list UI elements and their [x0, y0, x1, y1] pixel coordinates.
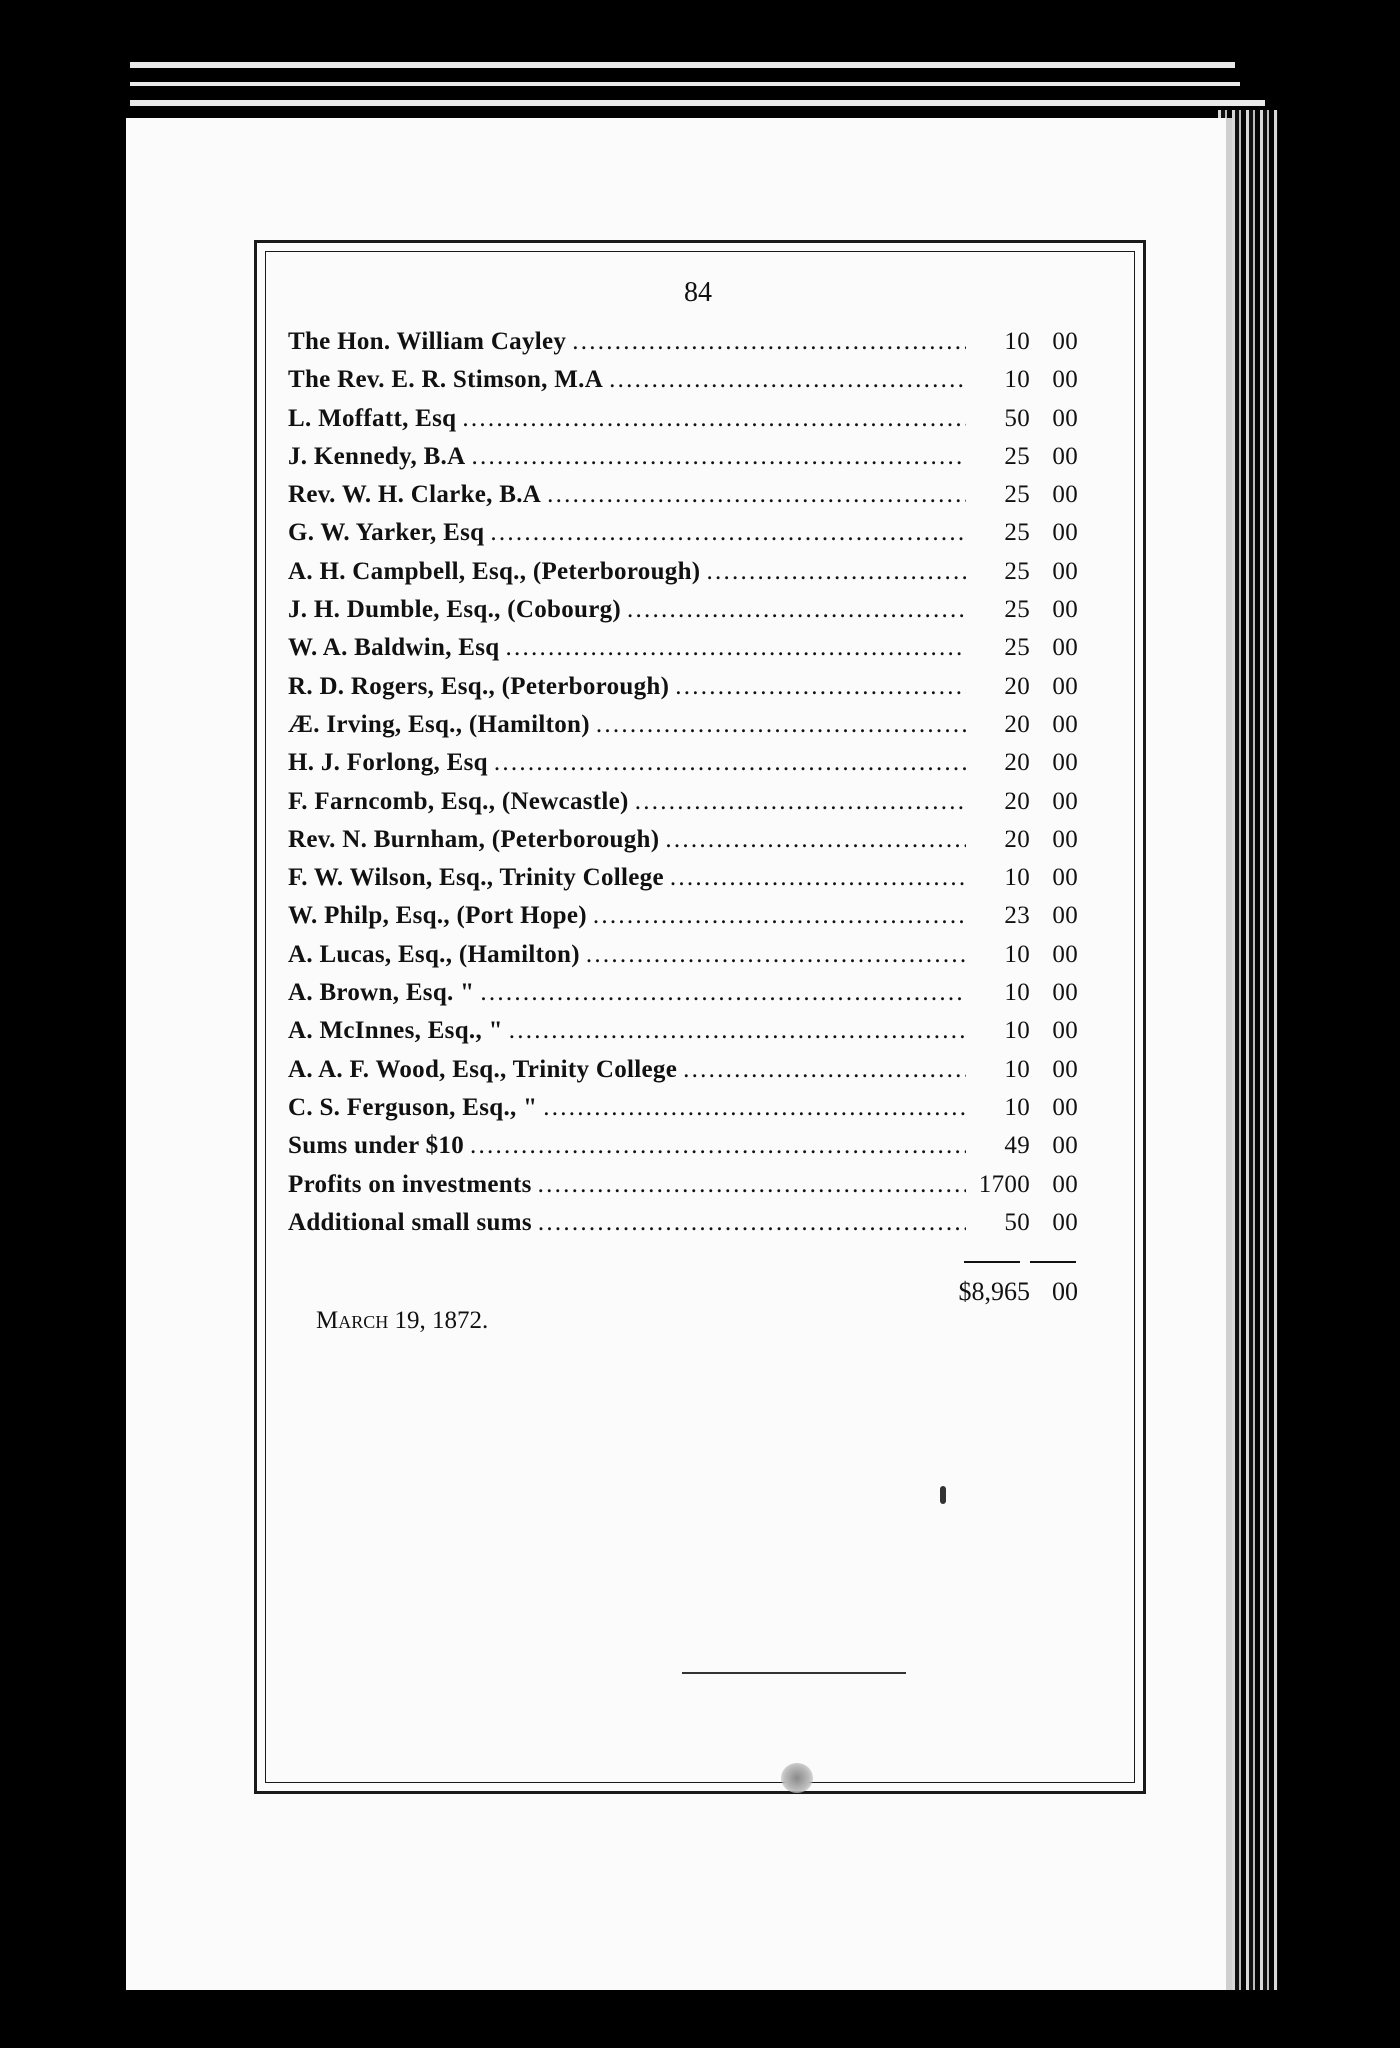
leader-dots	[543, 1094, 966, 1122]
list-item	[288, 596, 1078, 634]
subscriber-name: Rev. W. H. Clarke, B.A	[288, 481, 542, 509]
amount-dollars: 20	[1004, 787, 1030, 815]
leader-dots	[586, 941, 966, 969]
list-item	[288, 1017, 1078, 1055]
amount-dollars: 10	[1004, 979, 1030, 1007]
leader-dots	[665, 826, 966, 854]
amount-cents: 00	[1052, 442, 1078, 470]
leader-dots	[675, 673, 966, 701]
list-item	[288, 826, 1078, 864]
amount-cents: 00	[1052, 1208, 1078, 1236]
list-item	[288, 1132, 1078, 1170]
leader-dots	[670, 864, 966, 892]
amount-cents: 00	[1052, 404, 1078, 432]
leader-dots	[509, 1017, 966, 1045]
amount-dollars: 10	[1004, 1055, 1030, 1083]
leader-dots	[706, 558, 966, 586]
list-item	[288, 673, 1078, 711]
leader-dots	[627, 596, 966, 624]
list-item	[288, 979, 1078, 1017]
amount-cents: 00	[1052, 1055, 1078, 1083]
ink-speck	[940, 1486, 946, 1504]
amount-dollars: 20	[1004, 672, 1030, 700]
ink-smudge	[781, 1763, 813, 1793]
amount-dollars: 10	[1004, 328, 1030, 355]
amount-cents: 00	[1052, 864, 1078, 892]
subscriber-name: F. Farncomb, Esq., (Newcastle)	[288, 787, 629, 815]
total-rule	[288, 1247, 1078, 1277]
amount-cents: 00	[1052, 940, 1078, 968]
leader-dots	[683, 1056, 966, 1084]
page-content	[288, 268, 1078, 1335]
amount-cents: 00	[1052, 481, 1078, 509]
amount-cents: 00	[1052, 672, 1078, 700]
leader-dots	[596, 711, 966, 739]
leader-dots	[538, 1171, 966, 1199]
total-rule-cents	[1030, 1261, 1076, 1263]
list-item	[288, 1209, 1078, 1247]
subscriber-name: A. H. Campbell, Esq., (Peterborough)	[288, 557, 701, 585]
subscriber-name: F. W. Wilson, Esq., Trinity College	[288, 864, 664, 892]
amount-cents: 00	[1052, 596, 1078, 624]
amount-cents: 00	[1052, 787, 1078, 815]
amount-dollars: 1700	[978, 1170, 1030, 1198]
amount-cents: 00	[1052, 749, 1078, 777]
amount-dollars: 25	[1004, 557, 1030, 585]
total-cents: 00	[1052, 1277, 1078, 1307]
amount-dollars: 23	[1004, 902, 1030, 930]
list-item	[288, 1056, 1078, 1094]
subscriber-name: W. Philp, Esq., (Port Hope)	[288, 902, 587, 930]
subscriber-name: Additional small sums	[288, 1208, 532, 1236]
amount-dollars: 10	[1004, 366, 1030, 394]
amount-dollars: 25	[1004, 442, 1030, 470]
date-line: March 19, 1872.	[316, 1307, 489, 1335]
amount-cents: 00	[1052, 366, 1078, 394]
amount-cents: 00	[1052, 557, 1078, 585]
leader-dots	[547, 481, 966, 509]
total-rule-dollars	[964, 1261, 1020, 1263]
amount-dollars: 50	[1004, 1208, 1030, 1236]
subscriber-name: Rev. N. Burnham, (Peterborough)	[288, 825, 660, 853]
subscriber-name: A. A. F. Wood, Esq., Trinity College	[288, 1055, 678, 1083]
list-item	[288, 558, 1078, 596]
subscriber-name: Sums under $10	[288, 1132, 465, 1160]
book-edge-top-1	[130, 62, 1235, 68]
list-item	[288, 443, 1078, 481]
list-item	[288, 634, 1078, 672]
subscriber-name: C. S. Ferguson, Esq., "	[288, 1093, 538, 1121]
amount-cents: 00	[1052, 328, 1078, 355]
list-item	[288, 749, 1078, 787]
amount-dollars: 25	[1004, 481, 1030, 509]
amount-dollars: 20	[1004, 749, 1030, 777]
list-item	[288, 902, 1078, 940]
list-item	[288, 864, 1078, 902]
subscriber-name: W. A. Baldwin, Esq	[288, 634, 500, 662]
amount-cents: 00	[1052, 1170, 1078, 1198]
leader-dots	[470, 1132, 966, 1160]
amount-cents: 00	[1052, 1017, 1078, 1045]
amount-dollars: 49	[1004, 1132, 1030, 1160]
amount-dollars: 10	[1004, 1093, 1030, 1121]
subscriber-name: A. Brown, Esq. "	[288, 979, 475, 1007]
subscriber-name: A. Lucas, Esq., (Hamilton)	[288, 940, 580, 968]
leader-dots	[593, 902, 966, 930]
leader-dots	[572, 328, 966, 356]
list-item	[288, 1094, 1078, 1132]
subscriber-name: L. Moffatt, Esq	[288, 404, 457, 432]
leader-dots	[609, 366, 966, 394]
subscriber-name: Æ. Irving, Esq., (Hamilton)	[288, 710, 590, 738]
leader-dots	[462, 405, 966, 433]
list-item	[288, 481, 1078, 519]
leader-dots	[480, 979, 966, 1007]
subscriber-name: Profits on investments	[288, 1170, 532, 1198]
amount-dollars: 50	[1004, 404, 1030, 432]
amount-dollars: 25	[1004, 519, 1030, 547]
subscription-list	[288, 328, 1078, 1247]
amount-cents: 00	[1052, 634, 1078, 662]
page-number: 84	[684, 277, 712, 308]
list-item	[288, 941, 1078, 979]
amount-dollars: 10	[1004, 940, 1030, 968]
amount-dollars: 20	[1004, 825, 1030, 853]
subscriber-name: R. D. Rogers, Esq., (Peterborough)	[288, 672, 670, 700]
subscriber-name: The Rev. E. R. Stimson, M.A	[288, 366, 604, 394]
amount-cents: 00	[1052, 902, 1078, 930]
closing-rule	[682, 1672, 906, 1674]
list-item	[288, 788, 1078, 826]
amount-dollars: 25	[1004, 634, 1030, 662]
subscriber-name: G. W. Yarker, Esq	[288, 519, 485, 547]
list-item	[288, 328, 1078, 366]
subscriber-name: J. H. Dumble, Esq., (Cobourg)	[288, 596, 622, 624]
list-item	[288, 711, 1078, 749]
subscriber-name: H. J. Forlong, Esq	[288, 749, 488, 777]
leader-dots	[538, 1209, 966, 1237]
amount-cents: 00	[1052, 979, 1078, 1007]
subscriber-name: The Hon. William Cayley	[288, 328, 567, 355]
amount-dollars: 10	[1004, 1017, 1030, 1045]
leader-dots	[494, 749, 966, 777]
list-item	[288, 366, 1078, 404]
page-paper	[126, 118, 1232, 1990]
amount-cents: 00	[1052, 1132, 1078, 1160]
list-item	[288, 519, 1078, 557]
amount-dollars: 20	[1004, 710, 1030, 738]
leader-dots	[506, 634, 966, 662]
list-item	[288, 1171, 1078, 1209]
book-edge-top-3	[130, 100, 1265, 106]
amount-dollars: 25	[1004, 596, 1030, 624]
amount-cents: 00	[1052, 710, 1078, 738]
list-item	[288, 405, 1078, 443]
subscriber-name: A. McInnes, Esq., "	[288, 1017, 503, 1045]
book-edge-top-2	[130, 82, 1240, 86]
leader-dots	[635, 788, 966, 816]
amount-cents: 00	[1052, 1093, 1078, 1121]
leader-dots	[471, 443, 966, 471]
amount-cents: 00	[1052, 519, 1078, 547]
leader-dots	[490, 519, 966, 547]
total-amount: $8,965	[958, 1277, 1030, 1307]
subscriber-name: J. Kennedy, B.A	[288, 442, 466, 470]
amount-cents: 00	[1052, 825, 1078, 853]
amount-dollars: 10	[1004, 864, 1030, 892]
